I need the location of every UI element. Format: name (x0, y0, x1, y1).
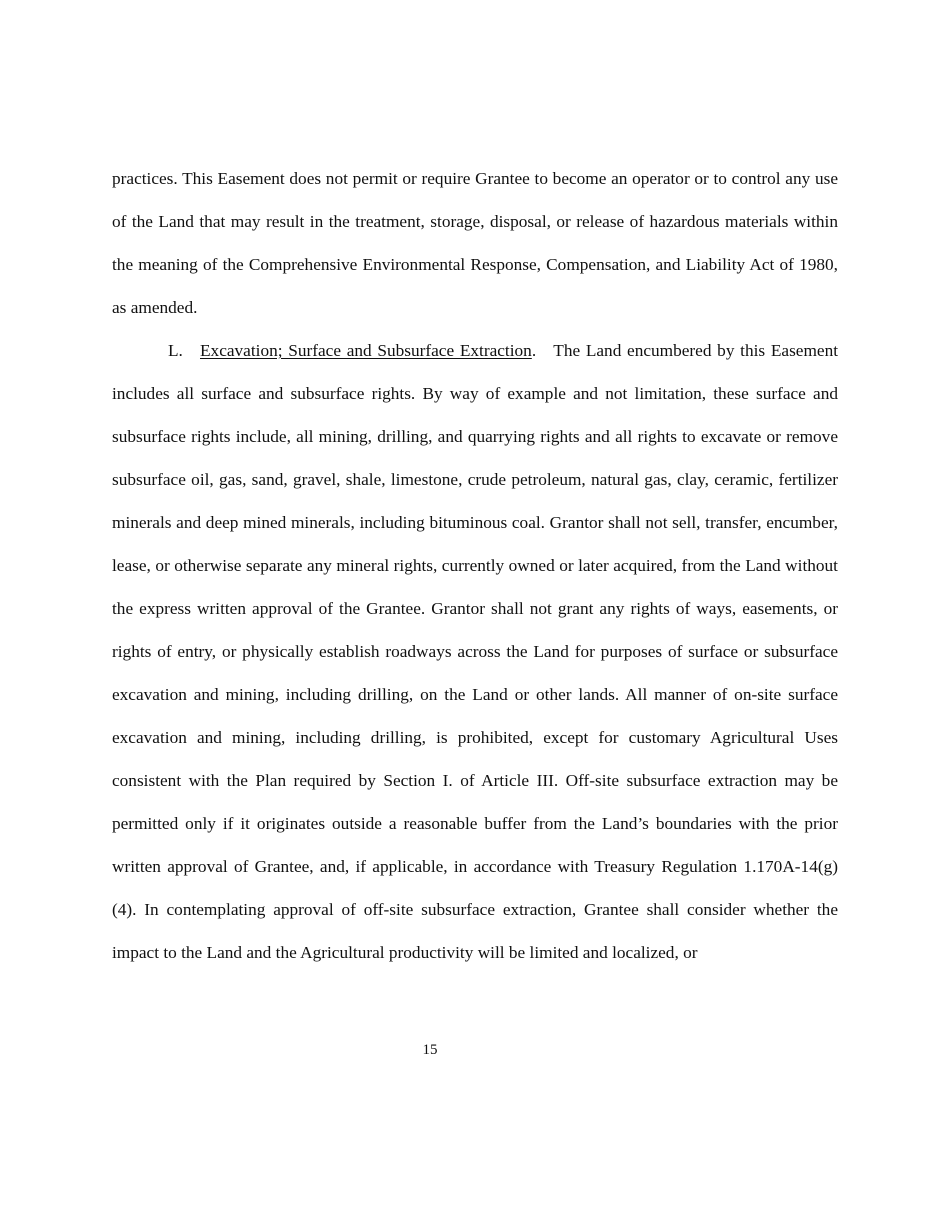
section-l-paragraph: L. Excavation; Surface and Subsurface Extraction. The Land encumbered by this Easement includes all surface and subsurface rights. By way of example and not limitation, these surface and subsurface rights include, all mining, drilling, and quarrying rights and all rights to excavate or remove subsurface oil, gas, sand, gravel, shale, limestone, crude petroleum, natural gas, clay, ceramic, fertilizer minerals and deep mined minerals, including bituminous coal. Grantor shall not sell, transfer, encumber, lease, or otherwise separate any mineral rights, currently owned or later acquired, from the Land without the express written approval of the Grantee. Grantor shall not grant any rights of ways, easements, or rights of entry, or physically establish roadways across the Land for purposes of surface or subsurface excavation and mining, including drilling, on the Land or other lands. All manner of on-site surface excavation and mining, including drilling, is prohibited, except for customary Agricultural Uses consistent with the Plan required by Section I. of Article III. Off-site subsurface extraction may be permitted only if it originates outside a reasonable buffer from the Land’s boundaries with the prior written approval of Grantee, and, if applicable, in accordance with Treasury Regulation 1.170A-14(g)(4). In contemplating approval of off-site subsurface extraction, Grantee shall consider whether the impact to the Land and the Agricultural productivity will be limited and localized, or (112, 341, 839, 962)
paragraph-hazardous-materials: practices. This Easement does not permit or require Grantee to become an operator or to control any use of the Land that may result in the treatment, storage, disposal, or release of hazardous materials within the meaning of the Comprehensive Environmental Response, Compensation, and Liability Act of 1980, as amended. (112, 169, 838, 317)
page-body (112, 157, 838, 974)
section-l-label: L. (168, 341, 183, 360)
section-l-text: The Land encumbered by this Easement includes all surface and subsurface rights. By way of example and not limitation, these surface and subsurface rights include, all mining, drilling, and quarrying rights and all rights to excavate or remove subsurface oil, gas, sand, gravel, shale, limestone, crude petroleum, natural gas, clay, ceramic, fertilizer minerals and deep mined minerals, including bituminous coal. Grantor shall not sell, transfer, encumber, lease, or otherwise separate any mineral rights, currently owned or later acquired, from the Land without the express written approval of the Grantee. Grantor shall not grant any rights of ways, easements, or rights of entry, or physically establish roadways across the Land for purposes of surface or subsurface excavation and mining, including drilling, on the Land or other lands. All manner of on-site surface excavation and mining, including drilling, is prohibited, except for customary Agricultural Uses consistent with the Plan required by Section I. of Article III. Off-site subsurface extraction may be permitted only if it originates outside a reasonable buffer from the Land’s boundaries with the prior written approval of Grantee, and, if applicable, in accordance with Treasury Regulation 1.170A-14(g)(4). In contemplating approval of off-site subsurface extraction, Grantee shall consider whether the impact to the Land and the Agricultural productivity will be limited and localized, or (112, 341, 839, 962)
page-number: 15 (422, 1042, 438, 1058)
section-l-heading: Excavation; Surface and Subsurface Extraction (200, 341, 532, 360)
